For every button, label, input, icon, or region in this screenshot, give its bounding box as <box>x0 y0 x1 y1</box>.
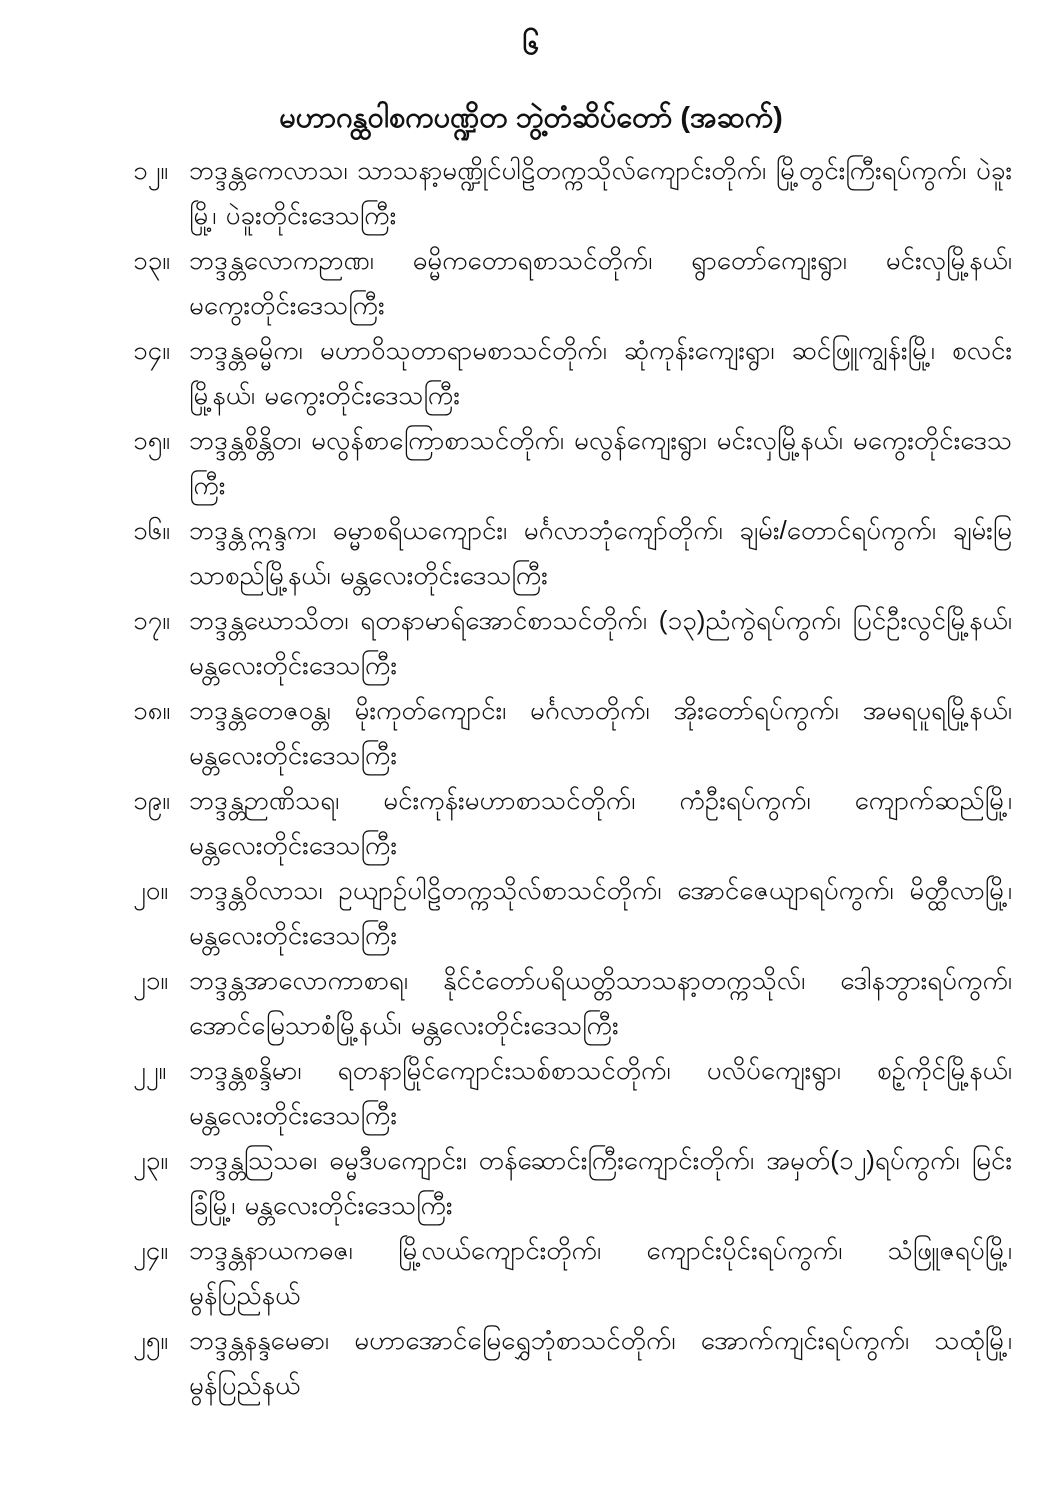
item-text: ဘဒ္ဒန္တစန္ဒိမာ၊ ရတနာမြိုင်ကျောင်းသစ်စာသင်တိုက်၊ ပလိပ်ကျေးရွာ၊ စဉ့်ကိုင်မြို့နယ်၊ မန္တလေးတိုင်းဒေသကြီး <box>189 1055 1012 1130</box>
item-text: ဘဒ္ဒန္တတေဇဝန္တ၊ မိုးကုတ်ကျောင်း၊ မင်္ဂလာတိုက်၊ အိုးတော်ရပ်ကွက်၊ အမရပူရမြို့နယ်၊ မန္တလေးတိုင်းဒေသကြီး <box>189 695 1012 770</box>
item-text: ဘဒ္ဒန္တဃောသိတ၊ ရတနာမာရ်အောင်စာသင်တိုက်၊ (၁၃)ညံကွဲရပ်ကွက်၊ ပြင်ဦးလွင်မြို့နယ်၊ မန္တလေးတိုင်းဒေသကြီး <box>189 605 1012 680</box>
item-text: ဘဒ္ဒန္တဩသဓ၊ ဓမ္မဒီပကျောင်း၊ တန်ဆောင်းကြီးကျောင်းတိုက်၊ အမှတ်(၁၂)ရပ်ကွက်၊ မြင်းခြံမြို့၊ မန္တလေးတိုင်းဒေသကြီး <box>189 1145 1012 1220</box>
item-number: ၁၂။ <box>133 155 169 185</box>
item-number: ၁၄။ <box>133 335 171 365</box>
list-item <box>133 148 1012 238</box>
item-text: ဘဒ္ဒန္တနန္ဒမေဓာ၊ မဟာအောင်မြေရွှေဘုံစာသင်တိုက်၊ အောက်ကျင်းရပ်ကွက်၊ သထုံမြို့၊ မွန်ပြည်နယ် <box>189 1325 1012 1400</box>
item-text: ဘဒ္ဒန္တစိန္တိတ၊ မလွန်စာကြောစာသင်တိုက်၊ မလွန်ကျေးရွာ၊ မင်းလှမြို့နယ်၊ မကွေးတိုင်းဒေသကြီး <box>189 425 1012 500</box>
item-number: ၂၃။ <box>133 1145 169 1175</box>
list-item <box>133 418 1012 508</box>
item-number: ၁၆။ <box>133 515 171 545</box>
item-number: ၁၇။ <box>133 605 171 635</box>
item-number: ၁၉။ <box>133 785 171 815</box>
list-item <box>133 508 1012 598</box>
page-title: မဟာဂန္ထဝါစကပဏ္ဍိတ ဘွဲ့တံဆိပ်တော် (အဆက်) <box>279 102 783 134</box>
item-number: ၂၀။ <box>133 875 169 905</box>
list-item <box>133 958 1012 1048</box>
list-item <box>133 598 1012 688</box>
item-text: ဘဒ္ဒန္တဓမ္မိက၊ မဟာဝိသုတာရာမစာသင်တိုက်၊ ဆုံကုန်းကျေးရွာ၊ ဆင်ဖြူကျွန်းမြို့၊ စလင်းမြို့နယ်၊ မကွေးတိုင်းဒေသကြီး <box>189 335 1012 410</box>
item-text: ဘဒ္ဒန္တဣန္ဒက၊ ဓမ္မာစရိယကျောင်း၊ မင်္ဂလာဘုံကျော်တိုက်၊ ချမ်း/တောင်ရပ်ကွက်၊ ချမ်းမြသာစည်မြို့နယ်၊ မန္တလေးတိုင်းဒေသကြီး <box>189 515 1012 590</box>
item-number: ၁၈။ <box>133 695 171 725</box>
list-item <box>133 1048 1012 1138</box>
item-text: ဘဒ္ဒန္တလောကဉာဏ၊ ဓမ္မိကတောရစာသင်တိုက်၊ ရွာတော်ကျေးရွာ၊ မင်းလှမြို့နယ်၊ မကွေးတိုင်းဒေသကြီး <box>189 245 1012 320</box>
item-number: ၂၄။ <box>133 1235 169 1265</box>
item-text: ဘဒ္ဒန္တအာလောကာစာရ၊ နိုင်ငံတော်ပရိယတ္တိသာသနာ့တက္ကသိုလ်၊ ဒေါနဘွားရပ်ကွက်၊ အောင်မြေသာစံမြို့နယ်၊ မန္တလေးတိုင်းဒေသကြီး <box>189 965 1012 1040</box>
list-item <box>133 868 1012 958</box>
list-item <box>133 1318 1012 1408</box>
list-item <box>133 1228 1012 1318</box>
item-text: ဘဒ္ဒန္တကေလာသ၊ သာသနာ့မဏ္ဍိုင်ပါဠိတက္ကသိုလ်ကျောင်းတိုက်၊ မြို့တွင်းကြီးရပ်ကွက်၊ ပဲခူးမြို့၊ ပဲခူးတိုင်းဒေသကြီး <box>189 155 1012 230</box>
page-number: ၆ <box>522 28 540 61</box>
list-item <box>133 778 1012 868</box>
item-number: ၂၂။ <box>133 1055 167 1085</box>
item-number: ၂၅။ <box>133 1325 169 1355</box>
list-item <box>133 328 1012 418</box>
list-item <box>133 688 1012 778</box>
item-number: ၁၅။ <box>133 425 171 455</box>
list-item <box>133 238 1012 328</box>
item-number: ၁၃။ <box>133 245 171 275</box>
item-number: ၂၁။ <box>133 965 169 995</box>
item-text: ဘဒ္ဒန္တဝိလာသ၊ ဥယျာဉ်ပါဠိတက္ကသိုလ်စာသင်တိုက်၊ အောင်ဇေယျာရပ်ကွက်၊ မိတ္ထီလာမြို့၊ မန္တလေးတိုင်းဒေသကြီး <box>189 875 1012 950</box>
item-text: ဘဒ္ဒန္တနာယကဓဇ၊ မြို့လယ်ကျောင်းတိုက်၊ ကျောင်းပိုင်းရပ်ကွက်၊ သံဖြူဇရပ်မြို့၊ မွန်ပြည်နယ် <box>189 1235 1012 1310</box>
item-text: ဘဒ္ဒန္တဉာဏိသရ၊ မင်းကုန်းမဟာစာသင်တိုက်၊ ကံဦးရပ်ကွက်၊ ကျောက်ဆည်မြို့၊ မန္တလေးတိုင်းဒေသကြီး <box>189 785 1012 860</box>
list-item <box>133 1138 1012 1228</box>
ordained-list <box>0 148 1062 1408</box>
